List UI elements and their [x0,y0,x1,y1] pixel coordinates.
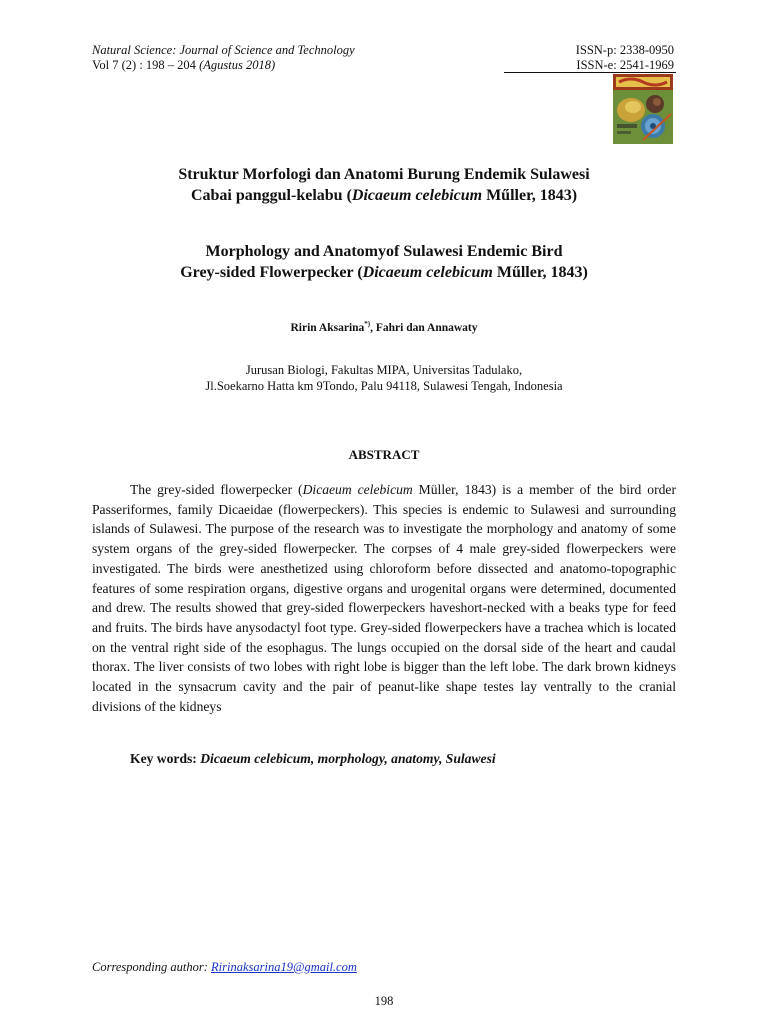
title-indonesian [92,164,676,206]
title-english-line1: Morphology and Anatomyof Sulawesi Endemic Bird [205,243,563,260]
abstract-heading: ABSTRACT [348,447,420,462]
abstract-intro: The grey-sided flowerpecker ( [130,482,303,497]
affiliation [92,362,676,394]
corresponding-mark: *) [364,320,371,328]
first-author: Ririn Aksarina [290,321,365,334]
issn-electronic: ISSN-e: 2541-1969 [576,58,674,72]
journal-cover-icon [613,74,673,144]
title-english-prefix: Grey-sided Flowerpecker ( [180,264,363,281]
title-english-species: Dicaeum celebicum [362,264,493,281]
title-indonesian-line1: Struktur Morfologi dan Anatomi Burung Endemik Sulawesi [178,166,590,183]
title-english-suffix: Műller, 1843) [492,264,588,281]
journal-name: Natural Science: Journal of Science and Technology [92,43,355,57]
title-indonesian-species: Dicaeum celebicum [351,187,483,204]
volume-info [92,58,355,73]
author-list [92,320,676,334]
corresponding-author [92,960,357,975]
title-english [92,241,676,283]
title-indonesian-prefix: Cabai panggul-kelabu ( [190,187,352,204]
affiliation-line1: Jurusan Biologi, Fakultas MIPA, Universitas Tadulako, [245,363,523,377]
volume-date: (Agustus 2018) [199,58,276,72]
journal-cover-thumbnail [613,74,673,144]
title-indonesian-line2 [92,185,676,206]
corresponding-email-link[interactable]: Ririnaksarina19@gmail.com [211,960,357,974]
keywords [130,751,496,767]
abstract-body: Müller, 1843) is a member of the bird order Passeriformes, family Dicaeidae (flowerpeckers). This species is endemic to Sulawesi and surrounding islands of Sulawesi. The purpose of the research was to investigate the morphology and anatomy of some system organs of the grey-sided flowerpecker. The corpses of 4 male grey-sided flowerpeckers were investigated. The birds were anesthetized using chloroform before dissected and anatomo-topographic features of some respiration organs, digestive organs and urogenital organs were determined, documented and drew. The results showed that grey-sided flowerpeckers haveshort-necked with a beaks type for feed and fruits. The birds have anysodactyl foot type. Grey-sided flowerpeckers have a trachea which is located on the ventral right side of the esophagus. The lungs occupied on the dorsal side of the heart and caudal thorax. The liver consists of two lobes with right lobe is bigger than the left lobe. The dark brown kidneys located in the synsacrum cavity and the pair of peanut-like shape testes lay ventrally to the cranial divisions of the kidneys [92,482,676,714]
issn-print: ISSN-p: 2338-0950 [575,43,674,57]
issn-block [504,43,674,73]
header-rule [504,72,676,73]
title-indonesian-suffix: Műller, 1843) [482,187,578,204]
abstract-species: Dicaeum celebicum [302,482,413,497]
volume-pages: Vol 7 (2) : 198 – 204 [92,58,196,72]
journal-header [92,43,355,73]
keywords-values: Dicaeum celebicum, morphology, anatomy, Sulawesi [200,751,496,766]
affiliation-line2: Jl.Soekarno Hatta km 9Tondo, Palu 94118, Sulawesi Tengah, Indonesia [205,379,563,393]
corresponding-label: Corresponding author: [92,960,211,974]
title-english-line2 [92,262,676,283]
page-number: 198 [374,994,394,1008]
other-authors: , Fahri dan Annawaty [370,321,478,334]
abstract-text [92,480,676,716]
keywords-label: Key words: [130,751,197,766]
